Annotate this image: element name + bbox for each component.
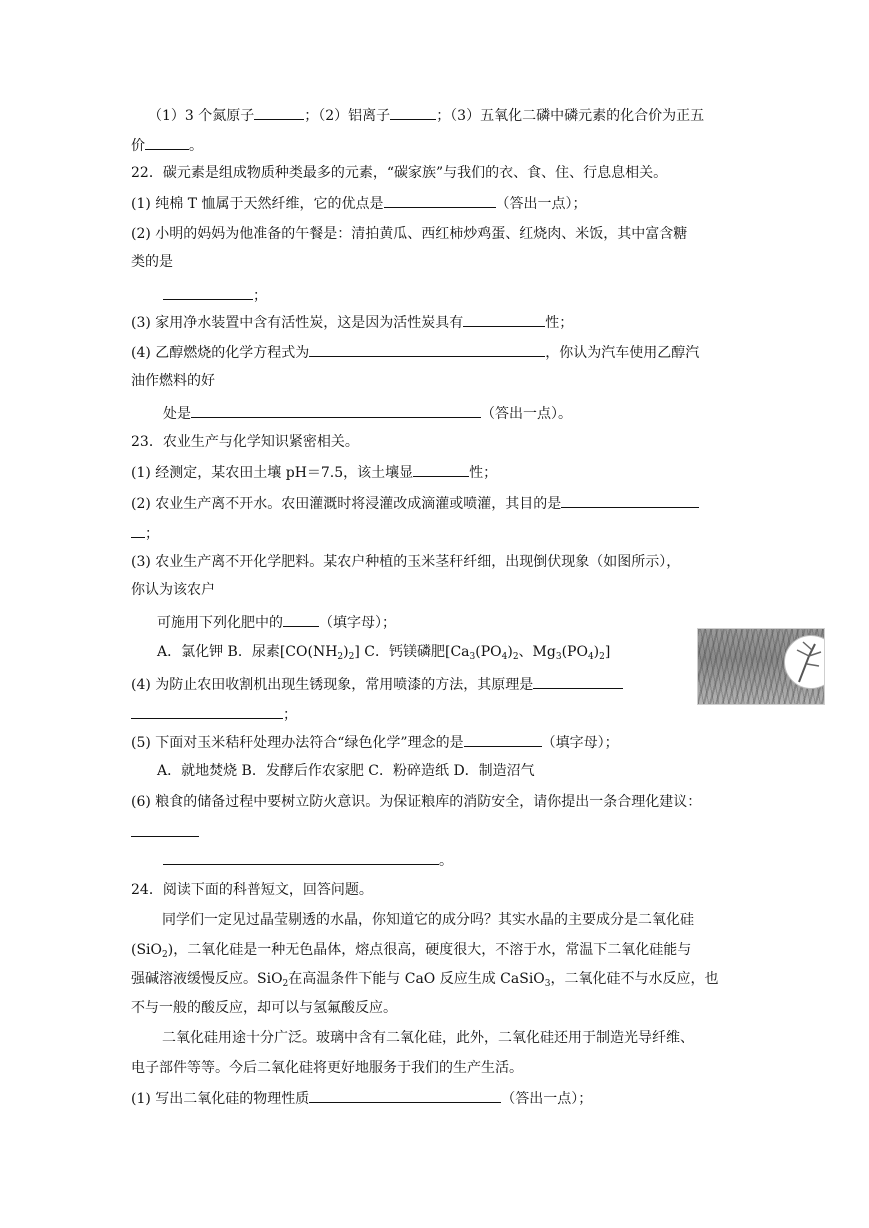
answer-blank[interactable] [390,105,436,120]
q23-item6-answer [163,850,453,871]
answer-blank[interactable] [561,493,699,508]
q22-item1 [131,193,587,214]
q23-item4 [131,674,623,695]
answer-blank[interactable] [254,105,304,120]
passage-text: (SiO [131,942,163,958]
q21-part2: ；（2）铝离子 [304,108,391,124]
subscript: 4 [587,652,594,662]
q23-item3-text: （填字母）； [319,615,396,631]
subscript: 3 [555,652,562,662]
q23-item5-text: （填字母）； [541,735,619,751]
q24-item1-text: (1) 写出二氧化硅的物理性质 [131,1091,310,1107]
answer-blank[interactable] [145,135,189,150]
q22-item4-cont: 油作燃料的好 [131,373,215,389]
answer-blank[interactable] [131,704,283,719]
q23-item3-cont: 你认为该农户 [131,582,215,598]
q23-item4-text: (4) 为防止农田收割机出现生锈现象，常用喷漆的方法，其原理是 [131,677,534,693]
q21-text: 。 [189,138,203,154]
answer-blank[interactable] [464,732,542,747]
q22-item4 [131,342,699,363]
answer-blank[interactable] [309,1088,501,1103]
q23-item1-text: 性； [469,465,498,481]
q23-item4-text: ； [283,707,297,723]
q23-item1 [131,462,497,483]
answer-blank[interactable] [131,822,199,837]
q23-item3-text: 可施用下列化肥中的 [157,615,283,631]
q22-item4-text: （答出一点）。 [481,406,572,422]
subscript: 3 [469,652,476,662]
q23-item6-text: 。 [439,853,453,869]
answer-blank[interactable] [533,674,623,689]
option-text: ] [604,644,611,660]
q23-item4-cont [131,704,297,725]
subscript: 3 [544,979,551,989]
subscript: 2 [599,652,605,662]
q22-item4-text: ，你认为汽车使用乙醇汽 [545,345,700,361]
q23-item2-text: (2) 农业生产离不开水。农田灌溉时将浸灌改成滴灌或喷灌，其目的是 [131,496,562,512]
subscript: 2 [337,652,344,662]
passage-line: 二氧化硅用途十分广泛。玻璃中含有二氧化硅，此外，二氧化硅还用于制造光导纤维、 [162,1030,694,1046]
q23-item5-text: (5) 下面对玉米秸秆处理办法符合“绿色化学”理念的是 [131,735,464,751]
passage-line [131,969,719,994]
q22-item1-text: (1) 纯棉 T 恤属于天然纤维，它的优点是 [131,196,384,212]
q24-item1 [131,1088,592,1109]
q22-item2-text: ； [253,288,267,304]
q21-line-cont [131,135,203,156]
passage-line: 同学们一定见过晶莹剔透的水晶，你知道它的成分吗？其实水晶的主要成分是二氧化硅 [162,912,694,928]
answer-blank[interactable] [384,193,496,208]
option-text: (PO [561,644,588,660]
passage-text: )，二氧化硅是一种无色晶体，熔点很高，硬度很大，不溶于水，常温下二氧化硅能与 [167,942,692,958]
passage-text: ，二氧化硅不与水反应，也 [550,971,719,987]
q23-item3-choose [157,612,396,633]
q22-item4-text: 处是 [163,406,191,422]
corn-stalk-icon [785,636,825,688]
option-text: ] C．钙镁磷肥[Ca [354,644,470,660]
q22-item3-text: (3) 家用净水装置中含有活性炭，这是因为活性炭具有 [131,315,464,331]
q22-item4-answer [163,403,572,424]
q24-item1-text: （答出一点）； [501,1091,593,1107]
q23-item5-options: A．就地焚烧 B．发酵后作农家肥 C．粉碎造纸 D．制造沼气 [157,763,535,779]
passage-line: 电子部件等等。今后二氧化硅将更好地服务于我们的生产生活。 [131,1060,523,1076]
q23-item5 [131,732,619,753]
q21-part3: ；（3）五氧化二磷中磷元素的化合价为正五 [436,108,705,124]
subscript: 2 [162,950,168,960]
question-23-title: 23．农业生产与化学知识紧密相关。 [131,434,359,450]
q23-item6: (6) 粮食的储备过程中要树立防火意识。为保证粮库的消防安全，请你提出一条合理化建议： [131,794,702,810]
subscript: 4 [501,652,508,662]
option-text: ) [507,644,513,660]
subscript: 2 [282,979,289,989]
option-text: ) [343,644,349,660]
q21-line [148,105,704,126]
q23-item3: (3) 农业生产离不开化学肥料。某农户种植的玉米茎秆纤细，出现倒伏现象（如图所示）， [131,554,681,570]
q23-item1-text: (1) 经测定，某农田土壤 pH＝7.5，该土壤显 [131,465,414,481]
answer-blank[interactable] [191,403,481,418]
answer-blank[interactable] [309,342,545,357]
q23-item6-blank [131,822,199,843]
option-text: 、Mg [518,644,556,660]
subscript: 2 [348,652,355,662]
q23-item2-cont [131,523,159,544]
q21-text: 价 [131,138,145,154]
question-22-title: 22．碳元素是组成物质种类最多的元素，“碳家族”与我们的衣、食、住、行息息相关。 [131,165,668,181]
q22-item2-answer [163,285,267,306]
subscript: 2 [512,652,519,662]
option-text: (PO [475,644,502,660]
corn-stalk-inset [784,635,825,689]
option-text: A．氯化钾 B．尿素[CO(NH [157,644,338,660]
corn-lodging-photo [697,628,825,705]
answer-blank[interactable] [163,850,439,865]
q23-item2-text: ； [145,526,159,542]
q23-item3-options [157,642,610,667]
q21-part1: （1）3 个氮原子 [148,108,255,124]
passage-line [131,940,691,965]
q23-item2 [131,493,699,514]
q22-item1-text: （答出一点）； [495,196,587,212]
q22-item2-cont: 类的是 [131,254,173,270]
answer-blank[interactable] [163,285,253,300]
q22-item4-text: (4) 乙醇燃烧的化学方程式为 [131,345,310,361]
q22-item3 [131,312,573,333]
answer-blank[interactable] [131,523,145,538]
option-text: ) [593,644,600,660]
question-24-title: 24．阅读下面的科普短文，回答问题。 [131,882,373,898]
passage-line: 不与一般的酸反应，却可以与氢氟酸反应。 [131,1000,397,1016]
q22-item2: (2) 小明的妈妈为他准备的午餐是：清拍黄瓜、西红柿炒鸡蛋、红烧肉、米饭，其中富含糖 [131,226,688,242]
q22-item3-text: 性； [545,315,574,331]
answer-blank[interactable] [283,612,319,627]
passage-text: 强碱溶液缓慢反应。SiO [131,971,283,987]
passage-text: 在高温条件下能与 CaO 反应生成 CaSiO [288,971,545,987]
answer-blank[interactable] [413,462,469,477]
answer-blank[interactable] [463,312,545,327]
